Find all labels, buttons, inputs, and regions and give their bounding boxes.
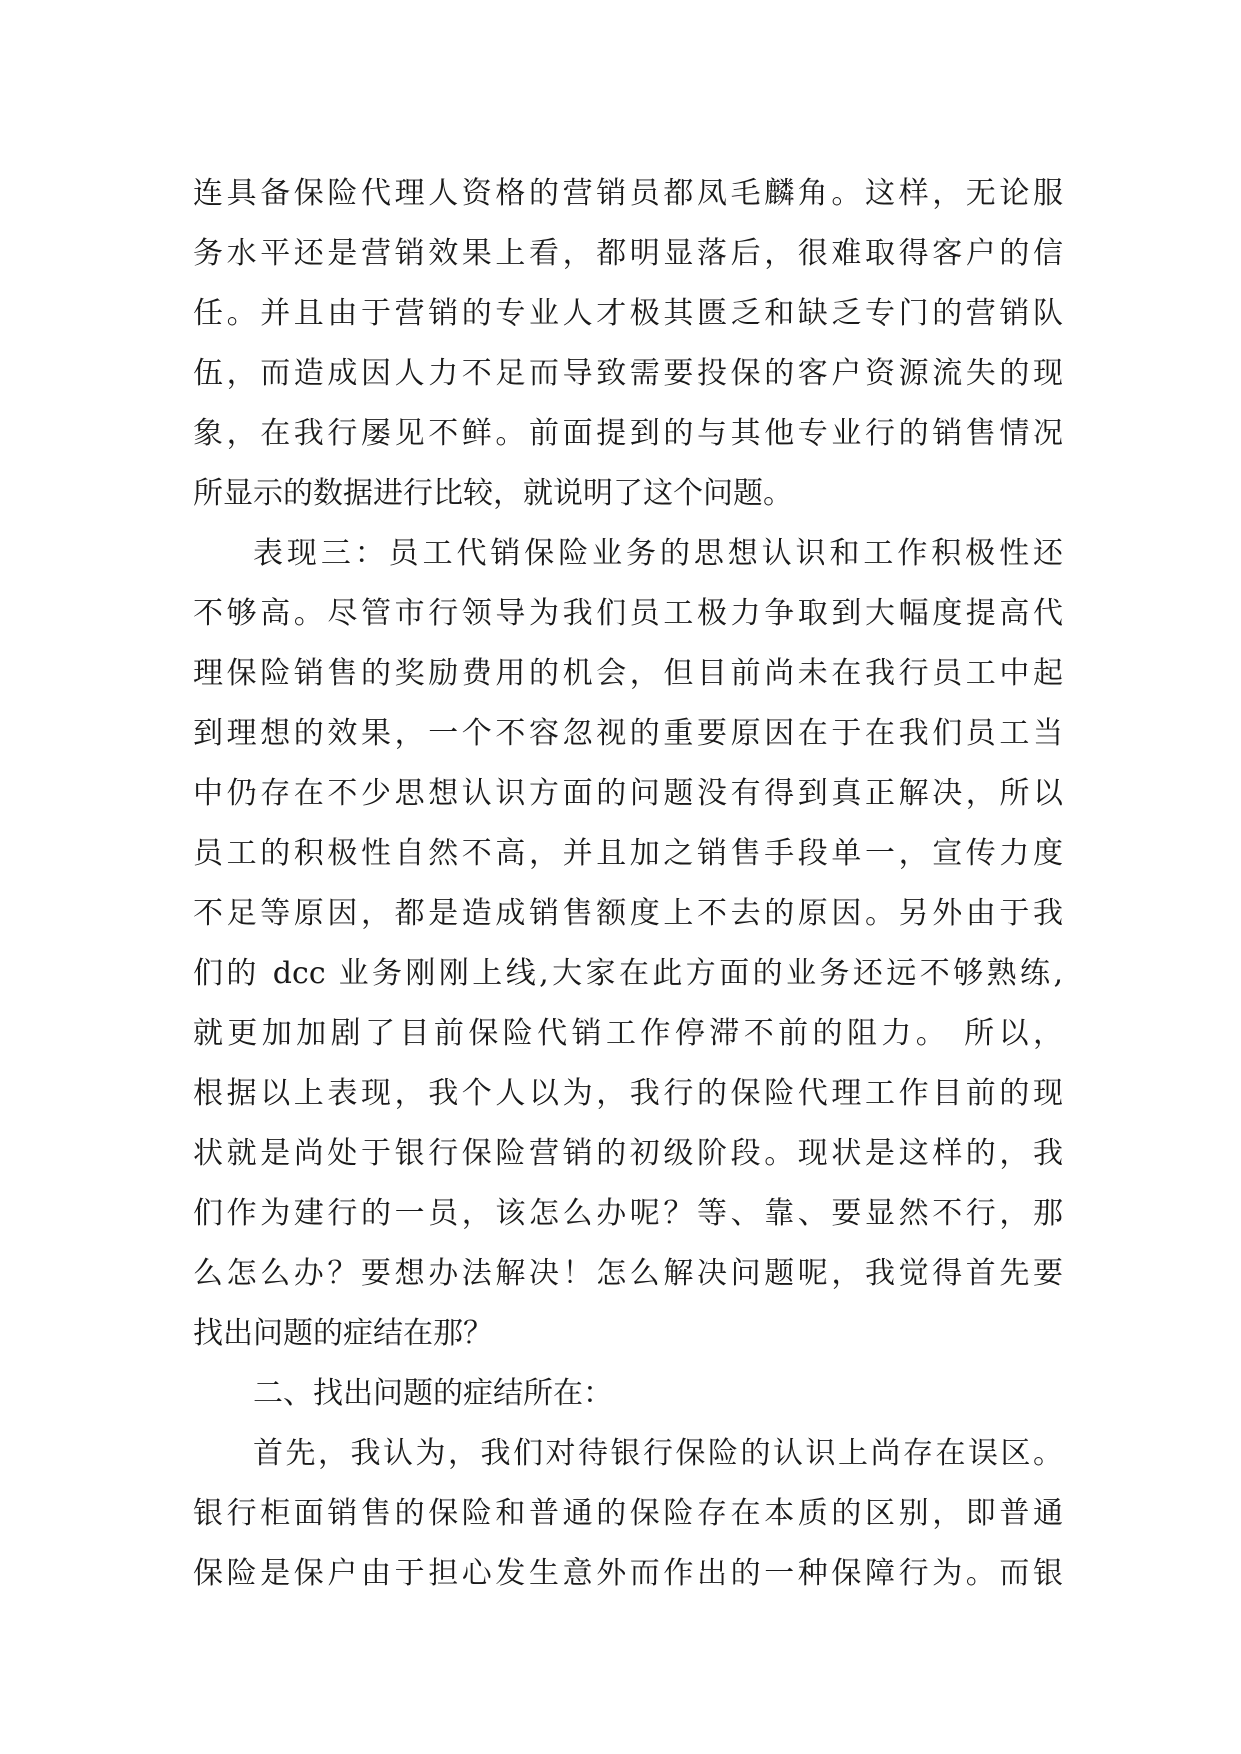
- text-line: 找出问题的症结在那？: [193, 1316, 493, 1351]
- text-line: 员工的积极性自然不高，并且加之销售手段单一，宣传力度: [193, 836, 1063, 871]
- text-line: 到理想的效果，一个不容忽视的重要原因在于在我们员工当: [193, 716, 1063, 751]
- section-heading: [193, 1364, 1063, 1424]
- paragraph: [193, 524, 1063, 1364]
- paragraph: [193, 1424, 1063, 1604]
- text-line: 们的 dcc 业务刚刚上线,大家在此方面的业务还远不够熟练,: [193, 956, 1063, 991]
- text-line: 伍，而造成因人力不足而导致需要投保的客户资源流失的现: [193, 356, 1063, 391]
- text-line: 保险是保户由于担心发生意外而作出的一种保障行为。而银: [193, 1556, 1063, 1591]
- paragraph: [193, 164, 1063, 524]
- text-line: 连具备保险代理人资格的营销员都凤毛麟角。这样，无论服: [193, 176, 1063, 211]
- text-line: 所显示的数据进行比较，就说明了这个问题。: [193, 476, 793, 511]
- text-line: 中仍存在不少思想认识方面的问题没有得到真正解决，所以: [193, 776, 1063, 811]
- text-line: 状就是尚处于银行保险营销的初级阶段。现状是这样的，我: [193, 1136, 1063, 1171]
- text-line: 就更加加剧了目前保险代销工作停滞不前的阻力。 所以，: [193, 1016, 1063, 1051]
- text-line: 任。并且由于营销的专业人才极其匮乏和缺乏专门的营销队: [193, 296, 1063, 331]
- text-line: 务水平还是营销效果上看，都明显落后，很难取得客户的信: [193, 236, 1063, 271]
- text-line: 二、找出问题的症结所在：: [253, 1376, 613, 1411]
- text-line: 么怎么办？要想办法解决！怎么解决问题呢，我觉得首先要: [193, 1256, 1063, 1291]
- text-line: 表现三：员工代销保险业务的思想认识和工作积极性还: [253, 536, 1063, 571]
- text-line: 们作为建行的一员，该怎么办呢？等、靠、要显然不行，那: [193, 1196, 1063, 1231]
- text-line: 不足等原因，都是造成销售额度上不去的原因。另外由于我: [193, 896, 1063, 931]
- text-line: 首先，我认为，我们对待银行保险的认识上尚存在误区。: [253, 1436, 1063, 1471]
- text-line: 不够高。尽管市行领导为我们员工极力争取到大幅度提高代: [193, 596, 1063, 631]
- text-line: 理保险销售的奖励费用的机会，但目前尚未在我行员工中起: [193, 656, 1063, 691]
- text-line: 象，在我行屡见不鲜。前面提到的与其他专业行的销售情况: [193, 416, 1063, 451]
- text-line: 银行柜面销售的保险和普通的保险存在本质的区别，即普通: [193, 1496, 1063, 1531]
- text-line: 根据以上表现，我个人以为，我行的保险代理工作目前的现: [193, 1076, 1063, 1111]
- document-body: [193, 164, 1063, 1604]
